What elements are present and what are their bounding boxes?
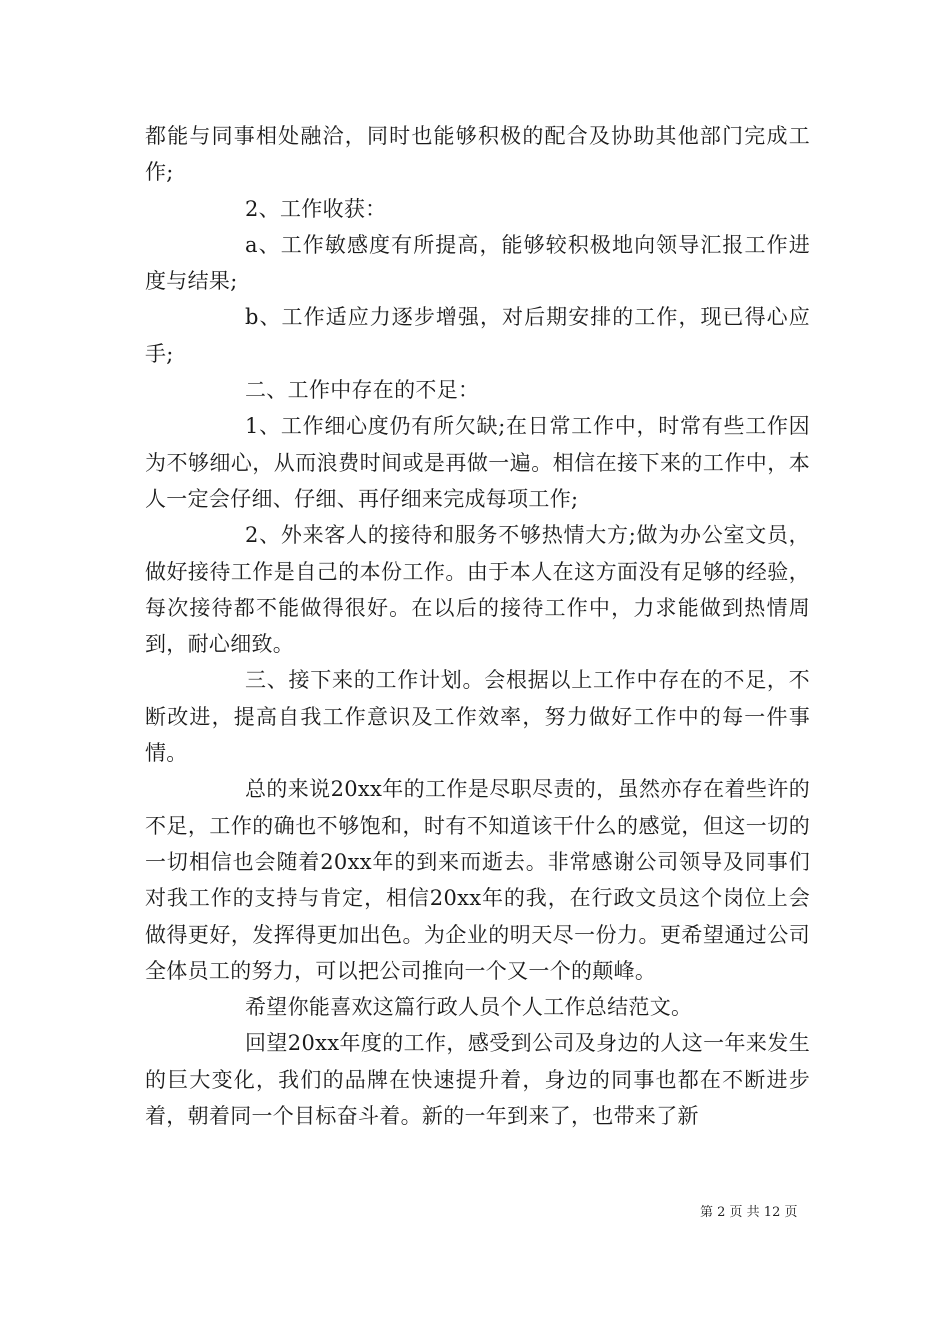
paragraph-11: 回望20xx年度的工作，感受到公司及身边的人这一年来发生的巨大变化，我们的品牌在快速提升着，身边的同事也都在不断进步着，朝着同一个目标奋斗着。新的一年到来了，也带来了新 (145, 1031, 810, 1129)
document-body (145, 118, 810, 1134)
paragraph-4: b、工作适应力逐步增强，对后期安排的工作，现已得心应手; (145, 305, 810, 366)
paragraph-6: 1、工作细心度仍有所欠缺;在日常工作中，时常有些工作因为不够细心，从而浪费时间或是再做一遍。相信在接下来的工作中，本人一定会仔细、仔细、再仔细来完成每项工作; (145, 414, 810, 511)
paragraph-1: 都能与同事相处融洽，同时也能够积极的配合及协助其他部门完成工作; (145, 124, 810, 185)
paragraph-5: 二、工作中存在的不足： (245, 378, 480, 403)
paragraph-9: 总的来说20xx年的工作是尽职尽责的，虽然亦存在着些许的不足，工作的确也不够饱和，时有不知道该干什么的感觉，但这一切的一切相信也会随着20xx年的到来而逝去。非常感谢公司领导及同事们对我工作的支持与肯定，相信20xx年的我，在行政文员这个岗位上会做得更好，发挥得更加出色。为企业的明天尽一份力。更希望通过公司全体员工的努力，可以把公司推向一个又一个的颠峰。 (145, 777, 810, 983)
page-number-footer: 第 2 页 共 12 页 (700, 1205, 798, 1220)
paragraph-3: a、工作敏感度有所提高，能够较积极地向领导汇报工作进度与结果; (145, 232, 810, 294)
paragraph-8: 三、接下来的工作计划。会根据以上工作中存在的不足，不断改进，提高自我工作意识及工作效率，努力做好工作中的每一件事情。 (145, 668, 810, 766)
paragraph-10: 希望你能喜欢这篇行政人员个人工作总结范文。 (245, 995, 693, 1020)
paragraph-2: 2、工作收获： (245, 196, 387, 221)
paragraph-7: 2、外来客人的接待和服务不够热情大方;做为办公室文员，做好接待工作是自己的本份工作。由于本人在这方面没有足够的经验，每次接待都不能做得很好。在以后的接待工作中，力求能做到热情周到，耐心细致。 (145, 523, 810, 657)
